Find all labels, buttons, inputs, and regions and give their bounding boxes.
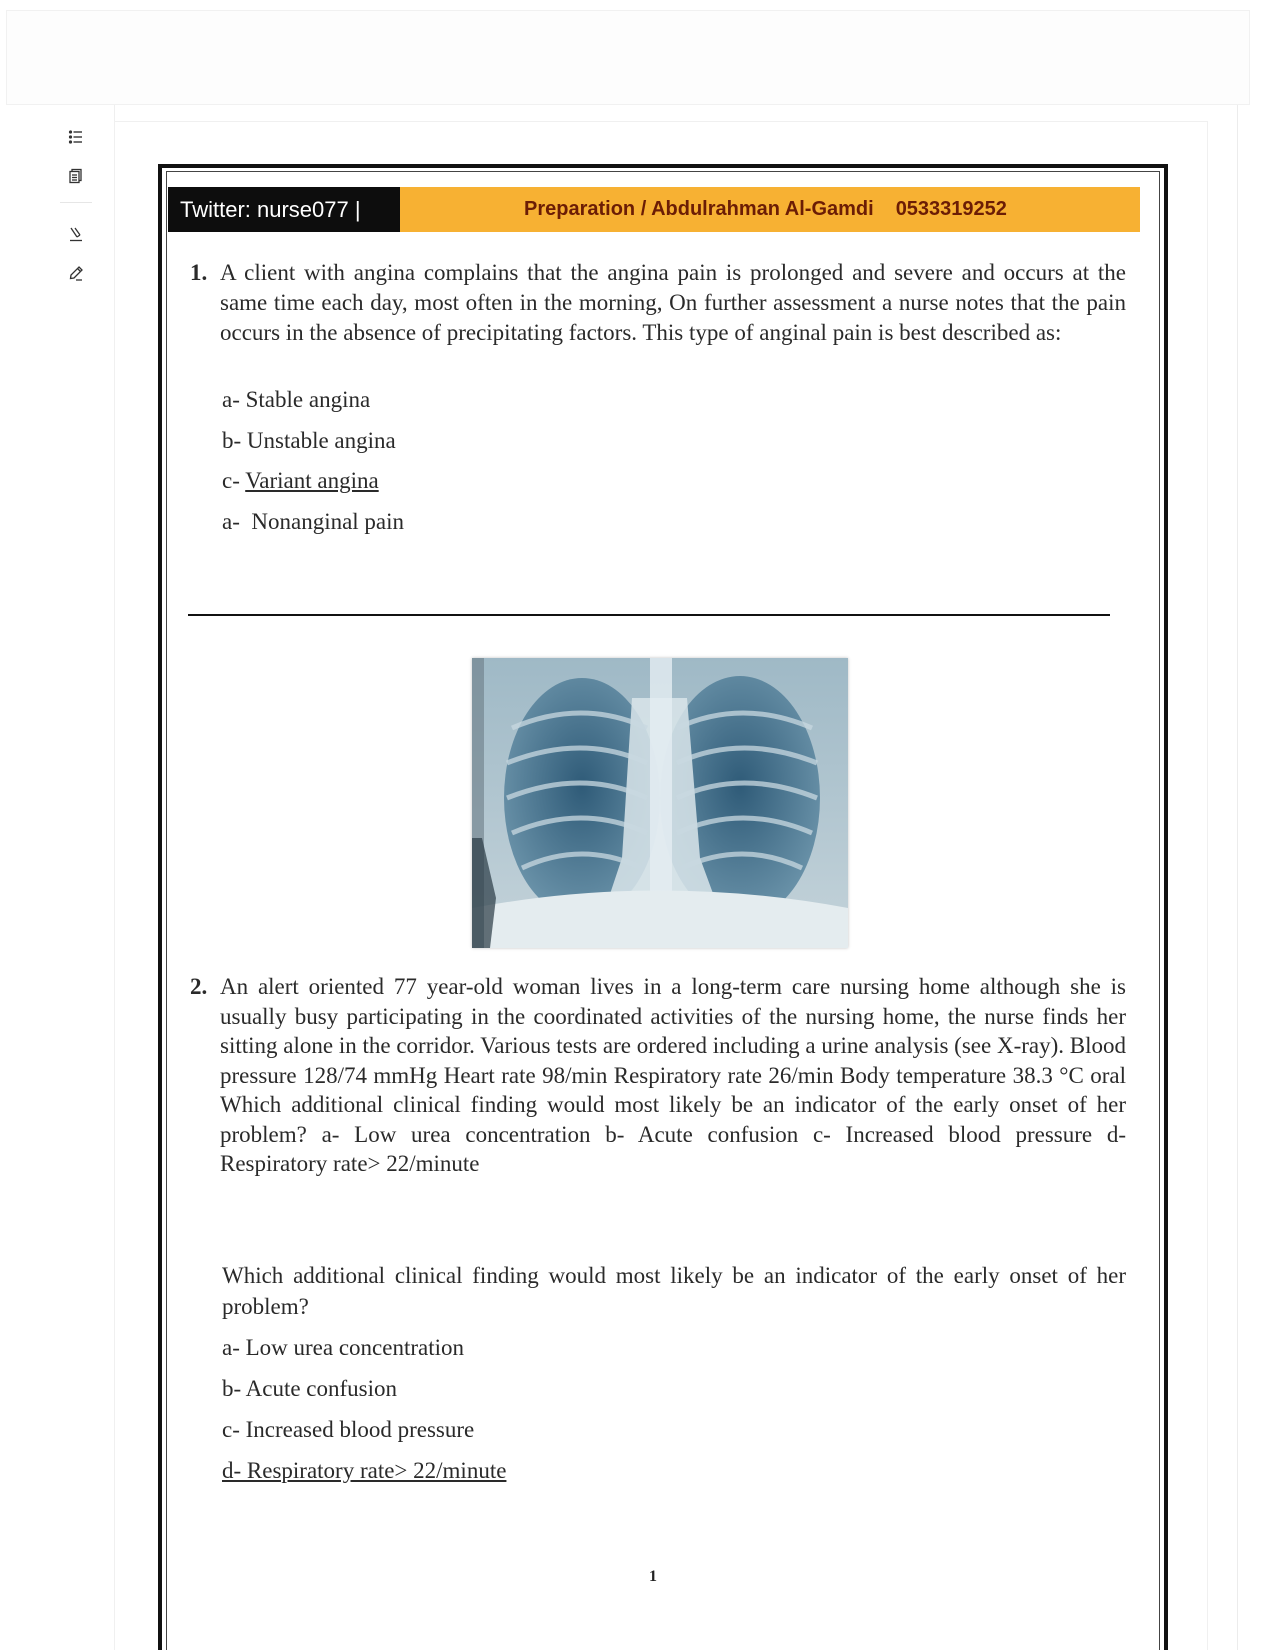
- preparation-phone: 0533319252: [895, 198, 1007, 220]
- viewer-top-bar: [6, 10, 1250, 105]
- q1-option-c: [222, 466, 379, 496]
- draw-icon[interactable]: [60, 257, 92, 289]
- option-prefix: a-: [222, 509, 246, 534]
- question-2-prompt: Which additional clinical finding would most likely be an indicator of the early onset of her problem?: [222, 1263, 1126, 1319]
- q2-option-b: b- Acute confusion: [222, 1376, 398, 1401]
- question-2-text: An alert oriented 77 year-old woman lives in a long-term care nursing home although she is usually busy participating in the coordinated activities of the nursing home, the nurse finds her sitting alone in the corridor. Various tests are ordered including a urine analysis (see X-ray). Blood pressure 128/74 mmHg Heart rate 98/min Respiratory rate 26/min Body temperature 38.3 °C oral Which additional clinical finding would most likely be an indicator of the early onset of her problem? a- Low urea concentration b- Acute confusion c- Increased blood pressure d- Respiratory rate> 22/minute: [220, 974, 1126, 1176]
- chest-xray-image: [472, 658, 848, 948]
- preparation-banner: [400, 187, 1140, 232]
- section-divider: [188, 614, 1110, 616]
- page-number: 1: [649, 1568, 657, 1585]
- outline-icon[interactable]: [60, 121, 92, 153]
- q2-option-c: c- Increased blood pressure: [222, 1417, 475, 1442]
- question-2-number: 2.: [190, 974, 208, 999]
- option-prefix: b-: [222, 428, 247, 453]
- pages-icon[interactable]: [60, 160, 92, 192]
- option-text: Nonanginal pain: [245, 509, 405, 534]
- toolbar-separator: [60, 202, 92, 203]
- q2-option-a: a- Low urea concentration: [222, 1335, 465, 1360]
- q1-option-b: [222, 426, 396, 456]
- option-text: Unstable angina: [246, 428, 396, 453]
- side-toolbar: [40, 105, 115, 1650]
- question-2: [190, 972, 1126, 1179]
- option-text-answer: Variant angina: [245, 468, 379, 493]
- twitter-banner: Twitter: nurse077 |: [168, 187, 400, 232]
- question-1-text: A client with angina complains that the angina pain is prolonged and severe and occurs at the same time each day, most often in the morning, On further assessment a nurse notes that the pain occurs in the absence of precipitating factors. This type of anginal pain is best described as:: [220, 260, 1126, 345]
- option-prefix: c-: [222, 468, 246, 493]
- q1-option-d: [222, 507, 404, 537]
- preparation-author: Preparation / Abdulrahman Al-Gamdi: [524, 198, 874, 220]
- q1-option-a: [222, 385, 370, 415]
- q2-option-d-answer: d- Respiratory rate> 22/minute: [222, 1458, 507, 1483]
- option-text: Stable angina: [245, 387, 371, 412]
- highlight-icon[interactable]: [60, 218, 92, 250]
- question-1-number: 1.: [190, 260, 208, 285]
- option-prefix: a-: [222, 387, 246, 412]
- question-1: [190, 258, 1126, 348]
